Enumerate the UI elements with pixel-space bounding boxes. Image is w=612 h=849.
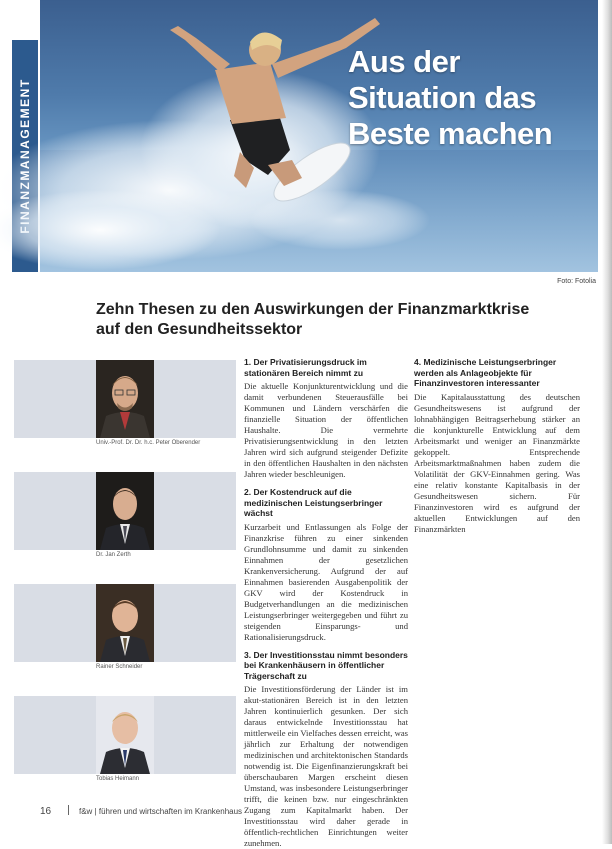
photo-credit: Foto: Fotolia bbox=[557, 278, 596, 285]
author-photo bbox=[96, 472, 154, 550]
hero-photo bbox=[40, 0, 598, 272]
subtitle-line: auf den Gesundheitssektor bbox=[96, 321, 303, 338]
portrait-panel bbox=[14, 584, 236, 662]
footer-divider bbox=[68, 805, 69, 815]
subtitle-line: Zehn Thesen zu den Auswirkungen der Finanzmarktkrise bbox=[96, 301, 530, 318]
portrait-caption: Tobias Heimann bbox=[96, 776, 140, 782]
page-number: 16 bbox=[40, 806, 52, 817]
author-photo bbox=[96, 696, 154, 774]
thesis-body: Kurzarbeit und Entlassungen als Folge der Finanzkrise führen zu einer sinkenden Grundlohnsumme und damit zu sinkenden Einnahmen der gesetzlichen Krankenversicherung. Aufgrund der auf Einnahmen basierenden Ausgabenpolitik der GKV wird der Kostendruck in Budgetverhandlungen an die medizinischen Leistungserbringer weitergegeben und führt zu steigenden Einsparungs- und Rationalisierungsdruck. bbox=[244, 521, 408, 642]
portrait-caption: Dr. Jan Zerth bbox=[96, 552, 131, 558]
portrait-panel bbox=[14, 696, 236, 774]
text-column-middle bbox=[244, 357, 408, 848]
publication-name: f&w | führen und wirtschaften im Krankenhaus bbox=[79, 807, 243, 816]
portrait-panel bbox=[14, 360, 236, 438]
hero-title bbox=[348, 44, 593, 152]
thesis-heading: 4. Medizinische Leistungserbringer werden als Anlageobjekte für Finanzinvestoren interessanter bbox=[414, 357, 557, 388]
portrait-panel bbox=[14, 472, 236, 550]
article-subtitle bbox=[96, 300, 546, 340]
author-photo bbox=[96, 584, 154, 662]
author-photo bbox=[96, 360, 154, 438]
hero-title-line: Situation das bbox=[348, 80, 537, 115]
thesis-body: Die Investitionsförderung der Länder ist im akut-stationären Bereich ist in den letzten Jahren kontinuierlich gesunken. Der sich daraus entwickelnde Investitionsstau hat mittlerweile ein Vielfaches dessen erreicht, was jährlich zur Erhaltung der notwendigen medizinischen und architektonischen Standards notwendig ist. Die Eigenfinanzierungskraft bei überschaubaren Margen erscheint diesen Umstand, was insbesondere Leistungserbringer trifft, die keinen bzw. nur eingeschränkten Zugang zum Kapitalmarkt haben. Der Investitionsstau wird daher gerade in öffentlich-rechtlichen Einrichtungen weiter zunehmen. bbox=[244, 684, 408, 848]
hero-title-line: Aus der bbox=[348, 44, 460, 79]
portrait-caption: Rainer Schneider bbox=[96, 664, 143, 670]
portrait-caption: Univ.-Prof. Dr. Dr. h.c. Peter Oberender bbox=[96, 440, 201, 446]
hero-title-line: Beste machen bbox=[348, 116, 553, 151]
thesis-heading: 2. Der Kostendruck auf die medizinischen Leistungserbringer wächst bbox=[244, 487, 383, 518]
thesis-body: Die Kapitalausstattung des deutschen Gesundheitswesens ist aufgrund der lohnabhängigen Beitragserhebung stärker an die konjunkturelle Entwicklung auf dem Arbeitsmarkt und weniger an Finanzmärkte gekoppelt. Entsprechende Arbeitsmarktmaßnahmen haben zudem die Volatilität der GKV-Einnahmen gering. Was eine relativ konstante Kapitalbasis in der Gesundheitswesen sichern. Für Finanzinvestoren wird es aufgrund der aktuellen Entwicklungen auf den Finanzmärkten bbox=[414, 391, 580, 534]
thesis-body: Die aktuelle Konjunkturentwicklung und die damit verbundenen Steuerausfälle bei Kommunen und Ländern verschärfen die finanzielle Situation der öffentlichen Haushalte. Die vermehrte Privatisierungsentwicklung in den letzten Jahren wird sich aufgrund steigender Defizite in den öffentlichen Haushalten in den nächsten Jahren wieder beschleunigen. bbox=[244, 381, 408, 479]
scan-edge-shadow bbox=[602, 0, 612, 844]
thesis-heading: 3. Der Investitionsstau nimmt besonders bei Krankenhäusern in öffentlicher Trägerschaft zu bbox=[244, 649, 408, 681]
text-column-right bbox=[414, 357, 580, 793]
thesis-heading: 1. Der Privatisierungsdruck im stationären Bereich nimmt zu bbox=[244, 357, 367, 378]
page-footer bbox=[40, 805, 242, 817]
